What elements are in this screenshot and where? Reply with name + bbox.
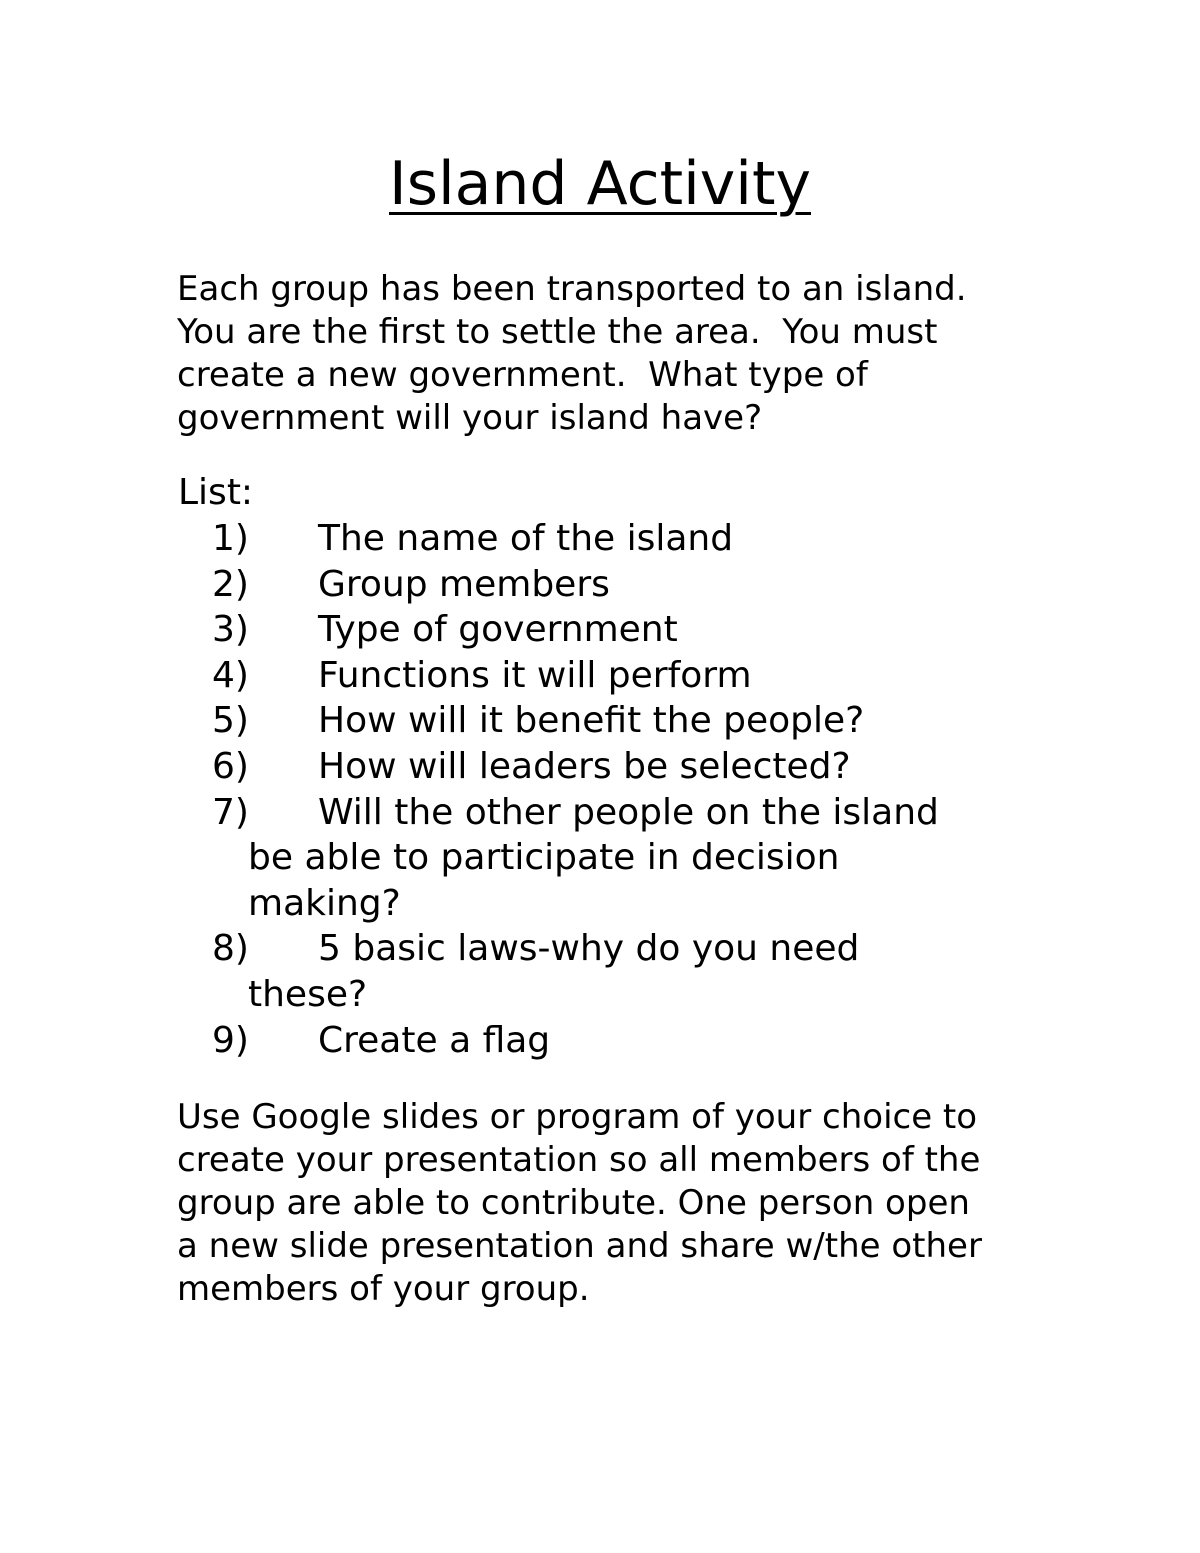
list-item-number: 8): [212, 928, 249, 970]
list-item-number: 7): [212, 791, 249, 833]
list-item-continuation: making?: [248, 882, 401, 924]
outro-line: Use Google slides or program of your choice to: [177, 1097, 978, 1137]
list-item-number: 9): [212, 1019, 249, 1061]
list-item-text: Functions it will perform: [318, 654, 752, 696]
list-item-number: 3): [212, 609, 249, 651]
list-item: [212, 744, 1092, 790]
outro-paragraph: [177, 1096, 1077, 1311]
outro-line: create your presentation so all members of the: [177, 1140, 981, 1180]
intro-line: You are the first to settle the area. You must: [177, 312, 938, 352]
intro-line: Each group has been transported to an island.: [177, 269, 967, 309]
list-item: [212, 607, 1092, 653]
page-title: [0, 144, 1200, 224]
list-item: [212, 698, 1092, 744]
intro-line: government will your island have?: [177, 398, 763, 438]
list-item-number: 6): [212, 745, 249, 787]
list-item-text: The name of the island: [318, 518, 734, 559]
list-item-continuation: these?: [248, 973, 368, 1015]
list-item: [212, 1018, 1092, 1064]
outro-line: group are able to contribute. One person open: [177, 1183, 970, 1223]
outro-line: a new slide presentation and share w/the other: [177, 1226, 982, 1266]
list-item: [212, 653, 1092, 699]
list-item: [212, 926, 1092, 1017]
list-item-continuation: be able to participate in decision: [248, 837, 840, 879]
list-item-text: How will leaders be selected?: [318, 745, 851, 787]
list-item-number: 5): [212, 700, 249, 742]
list-label: List:: [178, 472, 254, 513]
list-item-number: 4): [212, 654, 249, 696]
list-item-text: How will it benefit the people?: [318, 700, 865, 742]
list-item-text: Will the other people on the island: [318, 791, 939, 833]
list-item-number: 2): [212, 563, 249, 605]
outro-line: members of your group.: [177, 1269, 590, 1309]
requirements-list: [212, 516, 1092, 1063]
list-item-number: 1): [212, 518, 249, 559]
list-item-text: Type of government: [318, 609, 678, 651]
list-item-text: Create a flag: [318, 1019, 551, 1061]
list-item-text: 5 basic laws-why do you need: [318, 928, 860, 970]
list-item: [212, 516, 1092, 562]
page-title-text: Island Activity: [389, 149, 811, 219]
list-item: [212, 790, 1092, 927]
list-item-text: Group members: [318, 563, 610, 605]
list-item: [212, 562, 1092, 608]
intro-paragraph: [177, 268, 1037, 440]
intro-line: create a new government. What type of: [177, 355, 868, 395]
